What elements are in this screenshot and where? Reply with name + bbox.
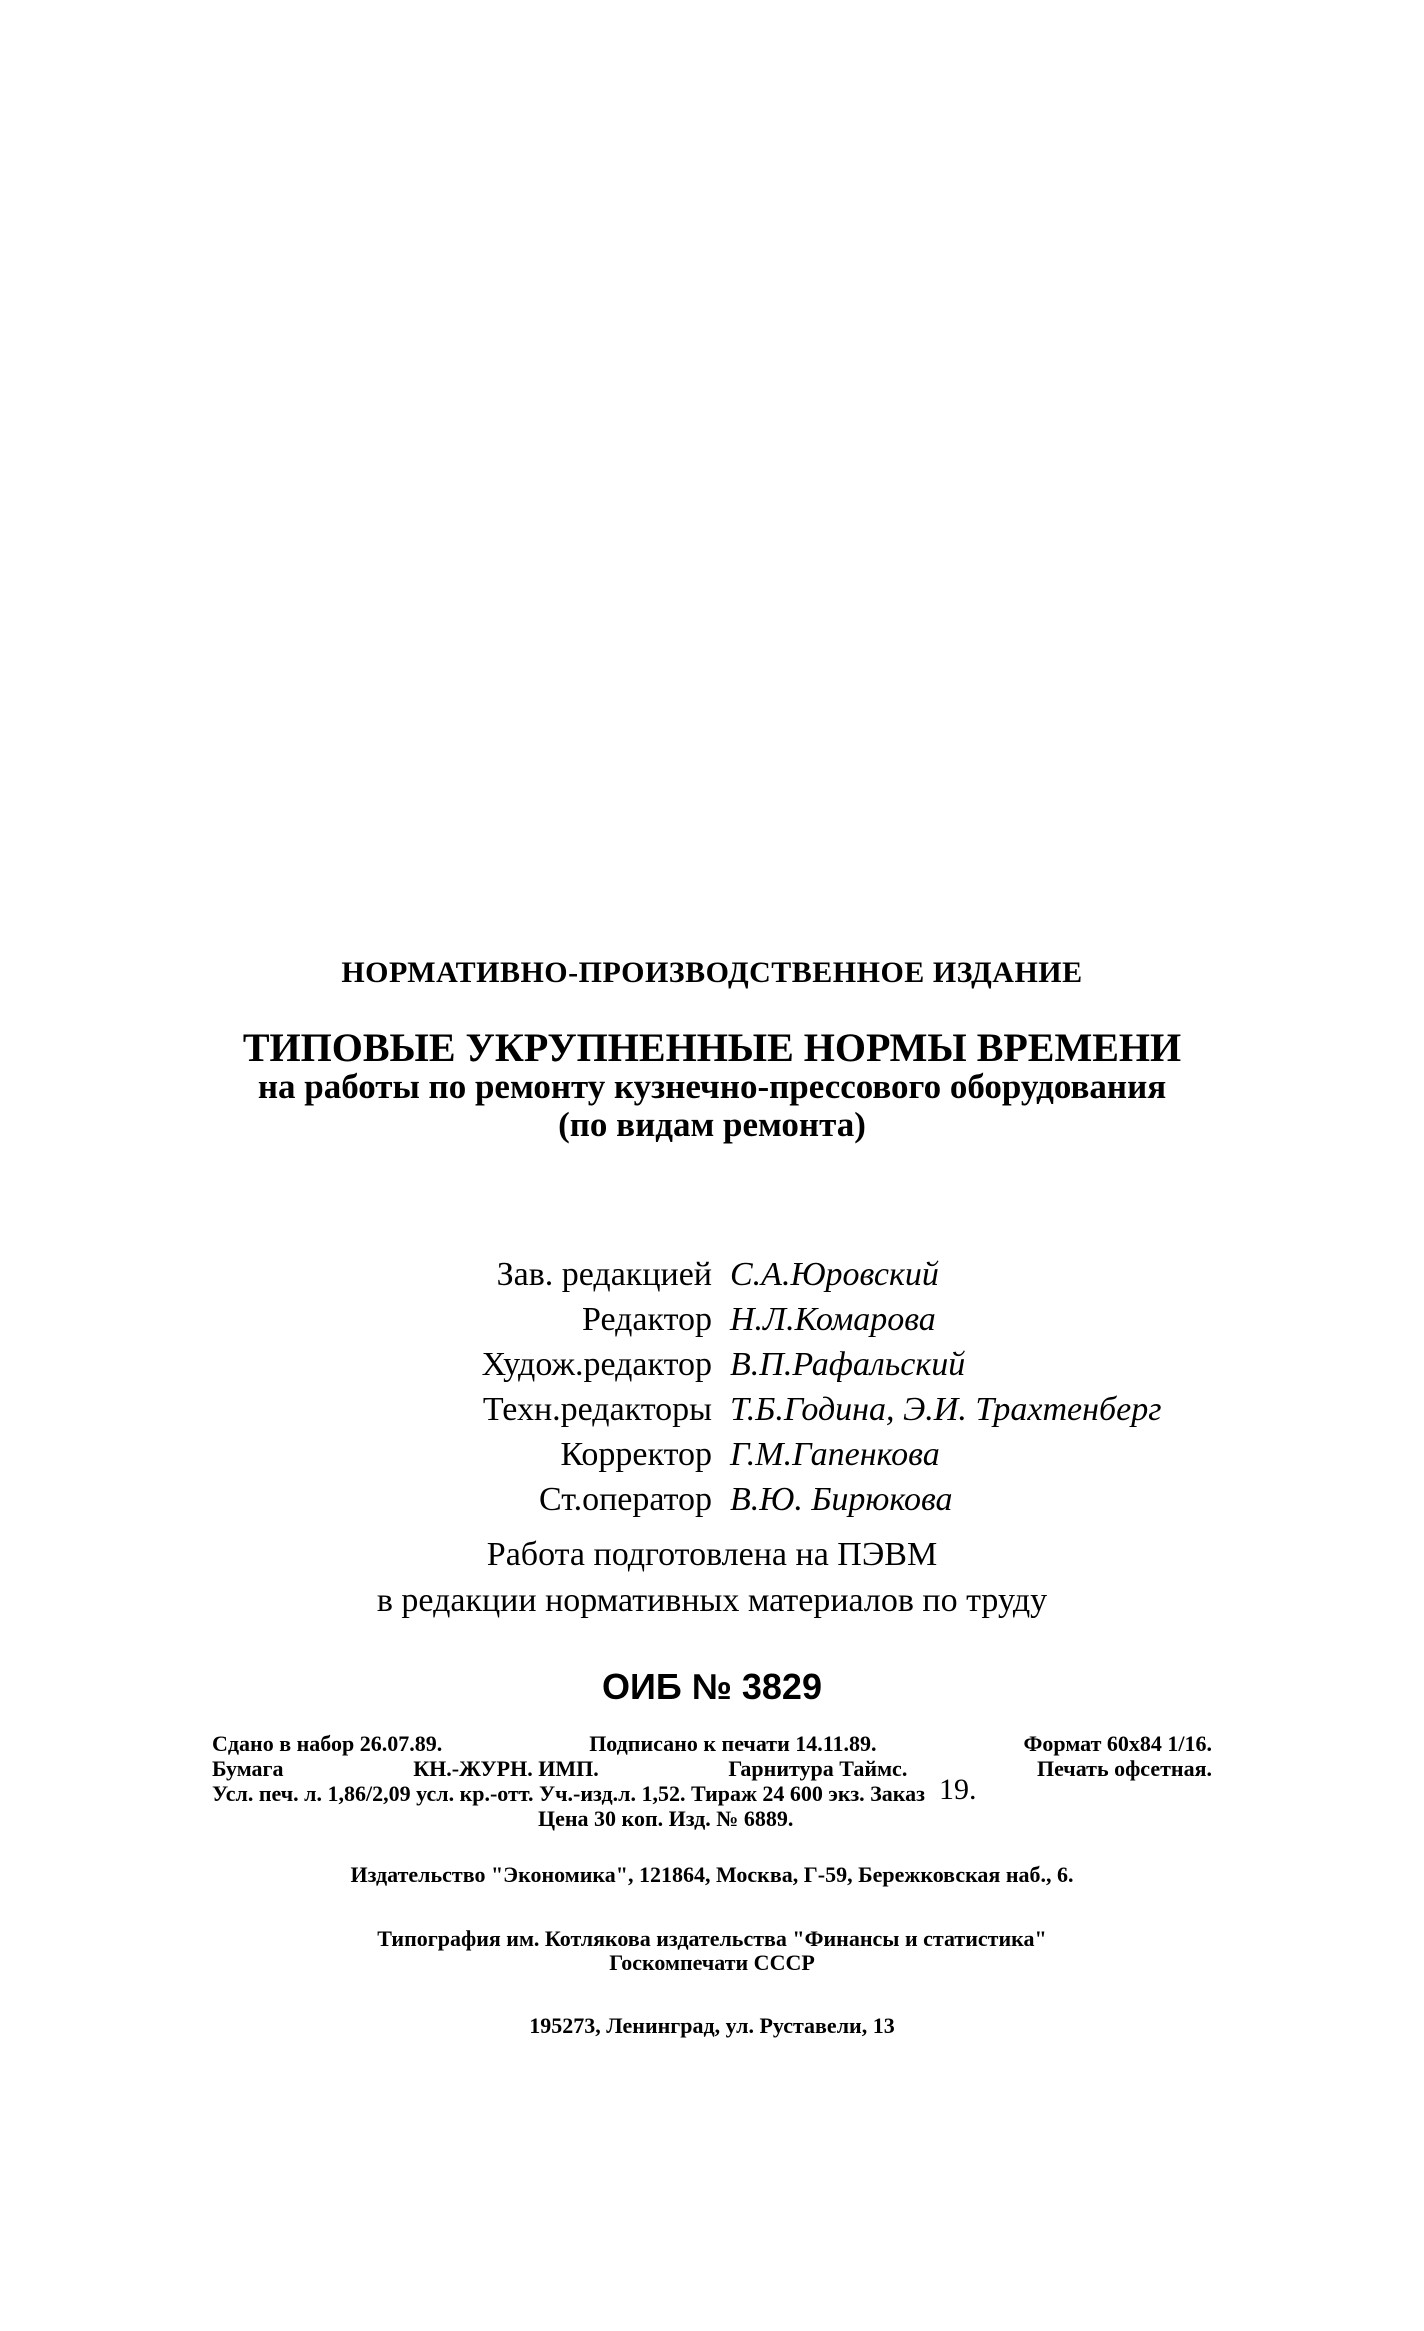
credit-role: Техн.редакторы — [482, 1391, 712, 1428]
imprint-order-number: 19. — [938, 1773, 977, 1806]
imprint-format: Формат 60x84 1/16. — [1023, 1731, 1212, 1756]
printer-authority: Госкомпечати СССР — [609, 1950, 815, 1975]
imprint-printing: Печать офсетная. — [1036, 1756, 1212, 1781]
imprint-sheets: Усл. печ. л. 1,86/2,09 усл. кр.-отт. Уч.-изд.л. 1,52. Тираж 24 600 экз. Заказ — [212, 1781, 925, 1806]
title-qualifier: (по видам ремонта) — [558, 1105, 866, 1144]
preparation-note-2: в редакции нормативных материалов по труду — [376, 1582, 1048, 1619]
title-main: ТИПОВЫЕ УКРУПНЕННЫЕ НОРМЫ ВРЕМЕНИ — [242, 1025, 1182, 1070]
imprint-paper-type: КН.-ЖУРН. ИМП. — [413, 1756, 599, 1781]
imprint-row — [212, 1731, 1212, 1757]
edition-type: НОРМАТИВНО-ПРОИЗВОДСТВЕННОЕ ИЗДАНИЕ — [341, 956, 1083, 989]
imprint-row — [212, 1756, 1212, 1782]
imprint-price: Цена 30 коп. Изд. № 6889. — [538, 1806, 794, 1831]
credit-person: Н.Л.Комарова — [730, 1301, 936, 1338]
printer-address: 195273, Ленинград, ул. Руставели, 13 — [529, 2013, 895, 2038]
credit-role: Зав. редакцией — [496, 1256, 712, 1293]
credit-role: Редактор — [582, 1301, 712, 1338]
title-subtitle: на работы по ремонту кузнечно-прессового оборудования — [257, 1067, 1167, 1106]
credit-role: Худож.редактор — [481, 1346, 712, 1383]
credit-person: С.А.Юровский — [730, 1256, 939, 1293]
oib-number: ОИБ № 3829 — [602, 1666, 822, 1707]
imprint-sent: Сдано в набор 26.07.89. — [212, 1731, 443, 1756]
credit-role: Корректор — [560, 1436, 712, 1473]
credit-person: В.Ю. Бирюкова — [730, 1481, 953, 1518]
imprint-paper: Бумага — [212, 1756, 284, 1781]
imprint-row — [212, 1773, 1212, 1807]
preparation-note: Работа подготовлена на ПЭВМ — [486, 1536, 938, 1573]
credit-person: Г.М.Гапенкова — [730, 1436, 940, 1473]
credit-person: В.П.Рафальский — [730, 1346, 966, 1383]
credit-role: Ст.оператор — [539, 1481, 712, 1518]
printer-info: Типография им. Котлякова издательства "Финансы и статистика" — [377, 1926, 1047, 1951]
imprint-signed: Подписано к печати 14.11.89. — [589, 1731, 877, 1756]
imprint-typeface: Гарнитура Таймс. — [728, 1756, 908, 1781]
credit-person: Т.Б.Година, Э.И. Трахтенберг — [730, 1391, 1162, 1428]
publisher-info: Издательство "Экономика", 121864, Москва, Г-59, Бережковская наб., 6. — [350, 1862, 1074, 1887]
